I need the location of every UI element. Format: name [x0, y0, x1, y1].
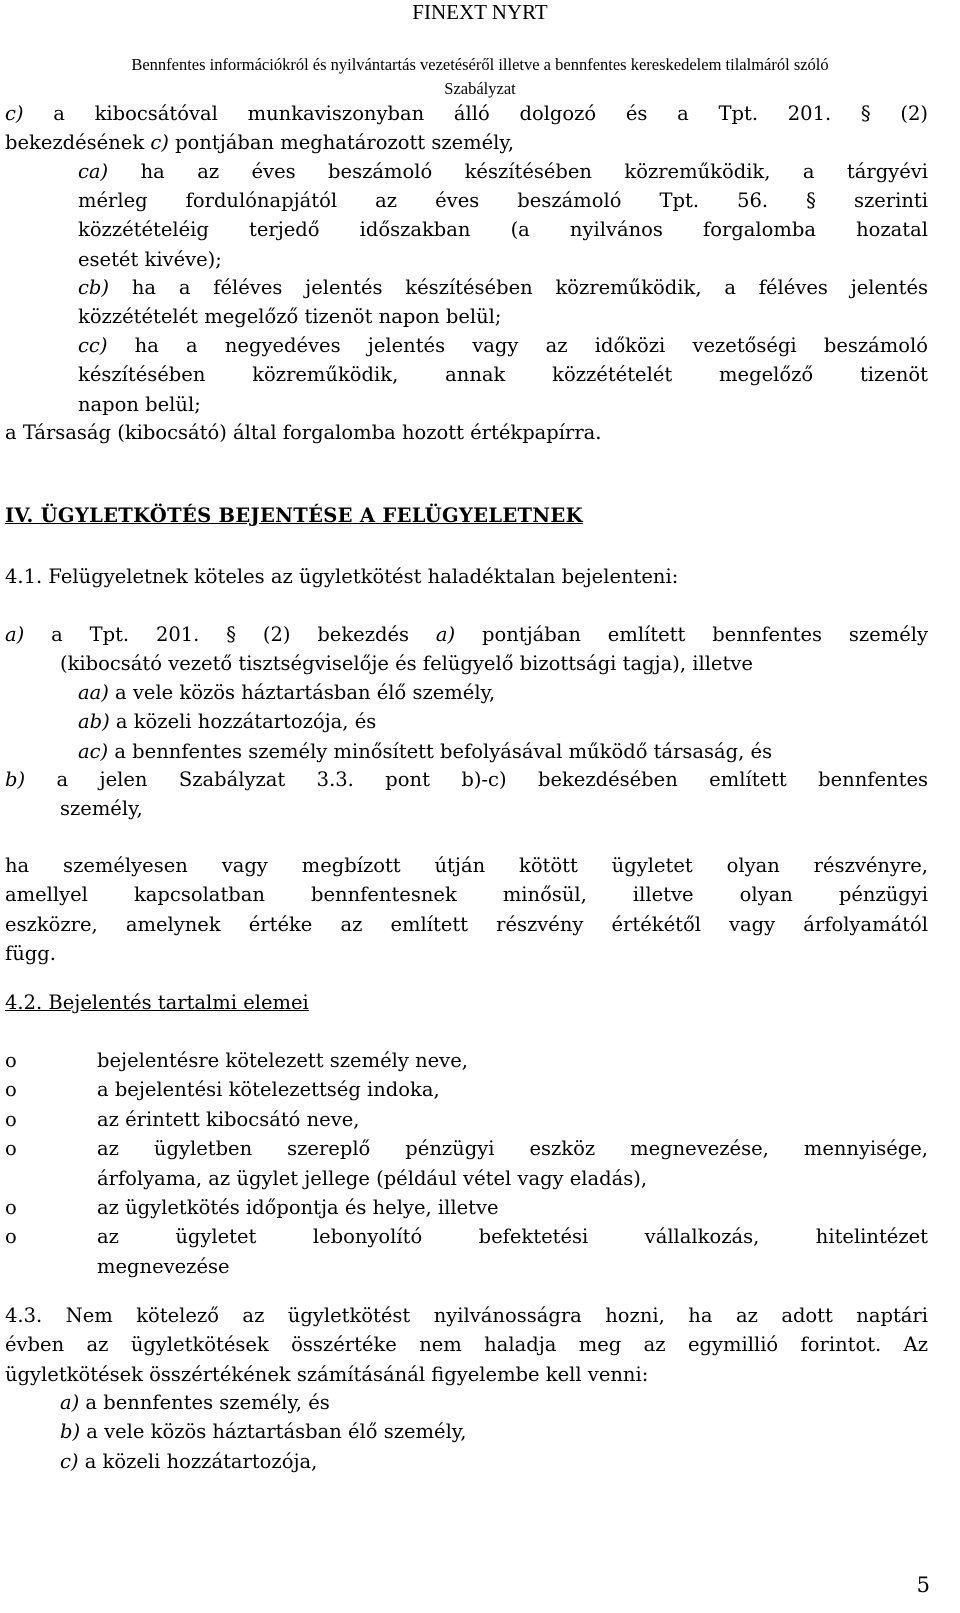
section-4-3-paragraph: 4.3. Nem kötelező az ügyletkötést nyilvánosságra hozni, ha az adott naptári évben az ügyletkötések összértéke nem haladja meg az egymillió forintot. Az ügyletkötések összértékének számításánál figyelembe kell venni:: [5, 1304, 928, 1386]
section-4-2-list: [97, 1046, 928, 1281]
subitem-cb: cb) ha a féléves jelentés készítésében közreműködik, a féléves jelentés közzétételét megelőző tizenöt napon belül;: [78, 276, 928, 329]
list-item: az ügyletben szereplő pénzügyi eszköz megnevezése, mennyisége,: [97, 1137, 928, 1161]
section-heading: IV. ÜGYLETKÖTÉS BEJENTÉSE A FELÜGYELETNEK: [5, 504, 583, 527]
list-item: az érintett kibocsátó neve,: [97, 1107, 360, 1131]
list-item: a) a bennfentes személy, és: [60, 1391, 330, 1414]
subitem-ab: ab) a közeli hozzátartozója, és: [78, 710, 377, 734]
list-item-cont: árfolyama, az ügylet jellege (például vétel vagy eladás),: [97, 1166, 648, 1190]
page-number: 5: [916, 1573, 930, 1597]
list-item-cont: megnevezése: [97, 1254, 230, 1278]
section-4-2-title: 4.2. Bejelentés tartalmi elemei: [5, 991, 309, 1014]
paragraph-c-closing: a Társaság (kibocsátó) által forgalomba hozott értékpapírra.: [5, 421, 602, 444]
list-item: b) a vele közös háztartásban élő személy,: [60, 1420, 467, 1444]
list-item: bejelentésre kötelezett személy neve,: [97, 1049, 468, 1072]
header-subtitle: Bennfentes információkról és nyilvántartás vezetéséről illetve a bennfentes kereskedelem tilalmáról szóló: [131, 55, 829, 74]
section-4-1-item-b-cont: személy,: [60, 797, 143, 820]
section-4-3-items: [60, 1388, 930, 1476]
section-4-1-subitems: [78, 678, 928, 766]
subitem-ac: ac) a bennfentes személy minősített befolyásával működő társaság, és: [78, 739, 773, 763]
section-4-1-item-b: b) a jelen Szabályzat 3.3. pont b)-c) bekezdésében említett bennfentes: [5, 768, 928, 791]
header-subtitle-2: Szabályzat: [444, 79, 516, 98]
header-company: FINEXT NYRT: [412, 0, 548, 24]
section-4-1-item-a: a) a Tpt. 201. § (2) bekezdés a) pontjában említett bennfentes személy: [5, 623, 928, 646]
section-4-1-paragraph: ha személyesen vagy megbízott útján kötött ügyletet olyan részvényre, amellyel kapcsolatban bennfentesnek minősül, illetve olyan pénzügyi eszközre, amelynek értéke az említett részvény értékétől vagy árfolyamától függ.: [5, 854, 928, 966]
list-item: az ügyletet lebonyolító befektetési vállalkozás, hitelintézet: [97, 1225, 928, 1249]
subitem-aa: aa) a vele közös háztartásban élő személy,: [78, 681, 496, 704]
list-item: az ügyletkötés időpontja és helye, illetve: [97, 1196, 499, 1220]
subitem-ca-cont: mérleg fordulónapjától az éves beszámoló Tpt. 56. § szerinti közzétételéig terjedő időszakban (a nyilvános forgalomba hozatal esetét kivéve);: [78, 189, 928, 271]
paragraph-c: [5, 99, 928, 158]
section-4-1-item-a-cont: (kibocsátó vezető tisztségviselője és felügyelő bizottsági tagja), illetve: [60, 652, 753, 675]
subitem-cc: cc) ha a negyedéves jelentés vagy az időközi vezetőségi beszámoló készítésében közreműködik, annak közzétételét megelőző tizenöt napon belül;: [78, 334, 928, 416]
paragraph-c-line2: bekezdésének c) pontjában meghatározott személy,: [5, 131, 515, 155]
subitem-ca: ca) ha az éves beszámoló készítésében közreműködik, a tárgyévi: [78, 160, 928, 183]
list-item: c) a közeli hozzátartozója,: [60, 1449, 318, 1473]
paragraph-c-line1: c) a kibocsátóval munkaviszonyban álló dolgozó és a Tpt. 201. § (2): [5, 102, 928, 125]
list-item: a bejelentési kötelezettség indoka,: [97, 1078, 440, 1102]
bullet-column: o o o o o o: [5, 1049, 17, 1249]
section-4-1-title: 4.1. Felügyeletnek köteles az ügyletkötést haladéktalan bejelenteni:: [5, 565, 679, 588]
